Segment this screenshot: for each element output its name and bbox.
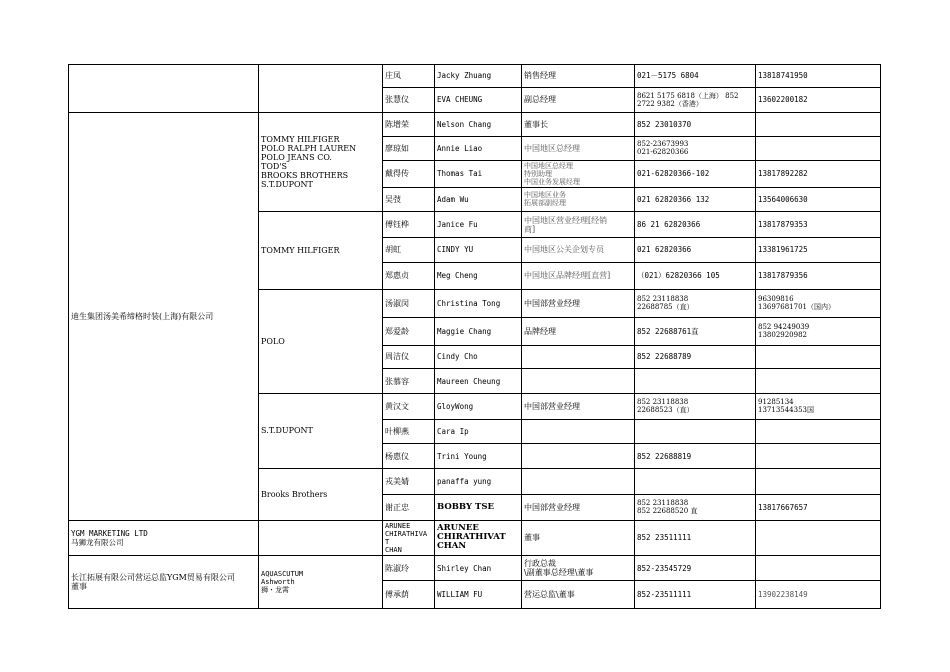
table-cell: 852 23118838 852 22688520 直 xyxy=(635,494,756,520)
table-row xyxy=(69,65,881,88)
table-cell: 董事长 xyxy=(522,113,635,137)
table-cell: 郑惠贞 xyxy=(383,262,435,289)
table-cell: 852 23511111 xyxy=(635,520,756,555)
table-cell: Shirley Chan xyxy=(435,556,522,581)
table-cell: Trini Young xyxy=(435,444,522,469)
table-cell: 庄凤 xyxy=(383,65,435,88)
table-cell xyxy=(522,444,635,469)
table-cell: 852-23511111 xyxy=(635,580,756,608)
table-cell: 行政总裁 \副董事总经理\董事 xyxy=(522,556,635,581)
table-cell: Maureen Cheung xyxy=(435,369,522,394)
table-cell: 13817879356 xyxy=(756,262,881,289)
table-cell: Thomas Tai xyxy=(435,160,522,187)
table-cell: 品牌经理 xyxy=(522,317,635,345)
table-cell: ARUNEE CHIRATHIVAT CHAN xyxy=(435,520,522,555)
table-cell: 周洁仪 xyxy=(383,345,435,369)
table-cell xyxy=(522,469,635,495)
table-cell: GloyWong xyxy=(435,393,522,419)
table-cell: 021 62820366 132 xyxy=(635,187,756,212)
table-cell: Christina Tong xyxy=(435,289,522,317)
table-cell xyxy=(756,556,881,581)
table-cell xyxy=(756,419,881,444)
table-cell xyxy=(756,520,881,555)
table-cell: 长江拓展有限公司营运总监YGM贸易有限公司 董事 xyxy=(69,556,259,609)
table-cell: 杨惠仪 xyxy=(383,444,435,469)
table-cell: Meg Cheng xyxy=(435,262,522,289)
contact-table xyxy=(68,64,881,609)
table-cell xyxy=(635,419,756,444)
table-row xyxy=(69,113,881,137)
table-cell: Cindy Cho xyxy=(435,345,522,369)
table-cell: 谢正忠 xyxy=(383,494,435,520)
table-cell: 汤淑闵 xyxy=(383,289,435,317)
table-cell: BOBBY TSE xyxy=(435,494,522,520)
table-cell: AQUASCUTUM Ashworth 狮・龙霄 xyxy=(259,556,383,609)
table-cell: 13381961725 xyxy=(756,238,881,263)
table-cell: 13817667657 xyxy=(756,494,881,520)
table-cell: 852 23118838 22688523（直） xyxy=(635,393,756,419)
table-cell: 中国部营业经理 xyxy=(522,393,635,419)
table-cell: 852-23545729 xyxy=(635,556,756,581)
table-cell: 中国地区营业经理[经销 商] xyxy=(522,212,635,238)
table-cell: TOMMY HILFIGER POLO RALPH LAUREN POLO JEANS CO. TOD'S BROOKS BROTHERS S.T.DUPONT xyxy=(259,113,383,212)
table-cell xyxy=(756,444,881,469)
table-cell xyxy=(635,469,756,495)
table-cell xyxy=(69,65,259,113)
table-cell xyxy=(635,369,756,394)
table-cell: 销售经理 xyxy=(522,65,635,88)
table-cell: ARUNEE CHIRATHIVA T CHAN xyxy=(383,520,435,555)
table-cell: 中国地区公关企划专员 xyxy=(522,238,635,263)
table-cell: 86 21 62820366 xyxy=(635,212,756,238)
table-cell: Maggie Chang xyxy=(435,317,522,345)
table-cell: 中国部营业经理 xyxy=(522,289,635,317)
table-cell xyxy=(756,345,881,369)
table-cell: 张慧仪 xyxy=(383,87,435,113)
table-cell: 迪生集团汤美希缔格时装(上海)有限公司 xyxy=(69,113,259,520)
contact-table-body xyxy=(69,65,881,609)
table-cell: 96309816 13697681701（国内） xyxy=(756,289,881,317)
table-cell: Adam Wu xyxy=(435,187,522,212)
table-cell: CINDY YU xyxy=(435,238,522,263)
table-cell: WILLIAM FU xyxy=(435,580,522,608)
table-cell xyxy=(522,369,635,394)
table-cell: 戴得传 xyxy=(383,160,435,187)
table-cell xyxy=(756,113,881,137)
table-cell: 傅承荫 xyxy=(383,580,435,608)
table-cell: YGM MARKETING LTD 马狮龙有限公司 xyxy=(69,520,259,555)
table-cell xyxy=(522,419,635,444)
table-cell: Cara Ip xyxy=(435,419,522,444)
table-cell: 13817879353 xyxy=(756,212,881,238)
table-cell xyxy=(756,369,881,394)
table-cell: 张慕容 xyxy=(383,369,435,394)
table-cell: 8621 5175 6818（上海） 852 2722 9382（香港） xyxy=(635,87,756,113)
table-cell: 021-62820366-102 xyxy=(635,160,756,187)
table-cell: 傅钰桦 xyxy=(383,212,435,238)
table-cell: 852 23010370 xyxy=(635,113,756,137)
table-cell: TOMMY HILFIGER xyxy=(259,212,383,289)
table-cell: 吴弢 xyxy=(383,187,435,212)
table-cell xyxy=(522,345,635,369)
table-cell: 叶柳燕 xyxy=(383,419,435,444)
table-cell: Nelson Chang xyxy=(435,113,522,137)
table-cell: 陈淑玲 xyxy=(383,556,435,581)
table-cell: 021－5175 6804 xyxy=(635,65,756,88)
table-cell: 中国部营业经理 xyxy=(522,494,635,520)
table-row xyxy=(69,520,881,555)
table-cell: 胡虹 xyxy=(383,238,435,263)
table-cell: EVA CHEUNG xyxy=(435,87,522,113)
table-cell: panaffa yung xyxy=(435,469,522,495)
table-cell: 13902238149 xyxy=(756,580,881,608)
table-cell xyxy=(259,520,383,555)
table-cell: 13817892282 xyxy=(756,160,881,187)
table-cell: 852 22688789 xyxy=(635,345,756,369)
table-cell xyxy=(259,65,383,113)
table-cell: 852 22688761直 xyxy=(635,317,756,345)
table-cell: Annie Liao xyxy=(435,137,522,161)
table-cell: 副总经理 xyxy=(522,87,635,113)
table-cell: 戎美婧 xyxy=(383,469,435,495)
table-cell: 中国地区业务 拓展部副经理 xyxy=(522,187,635,212)
table-cell: 陈增荣 xyxy=(383,113,435,137)
table-cell: Janice Fu xyxy=(435,212,522,238)
table-cell: 852 22688819 xyxy=(635,444,756,469)
table-cell: 852 23118838 22688785（直） xyxy=(635,289,756,317)
table-cell: Brooks Brothers xyxy=(259,469,383,521)
table-cell xyxy=(756,137,881,161)
table-cell: 郑爱龄 xyxy=(383,317,435,345)
table-cell: 中国地区总经理 特别助理 中国业务发展经理 xyxy=(522,160,635,187)
table-cell: 董事 xyxy=(522,520,635,555)
table-cell: 852 94249039 13802920982 xyxy=(756,317,881,345)
table-cell: 13564006630 xyxy=(756,187,881,212)
table-cell: Jacky Zhuang xyxy=(435,65,522,88)
table-cell: 中国地区总经理 xyxy=(522,137,635,161)
table-cell: 黄汉文 xyxy=(383,393,435,419)
table-cell: S.T.DUPONT xyxy=(259,393,383,468)
table-cell: （021）62820366 105 xyxy=(635,262,756,289)
table-cell: 852-23673993 021-62820366 xyxy=(635,137,756,161)
table-cell: 91285134 13713544353国 xyxy=(756,393,881,419)
table-cell: 中国地区品牌经理[直营] xyxy=(522,262,635,289)
table-cell: 廖琼如 xyxy=(383,137,435,161)
table-row xyxy=(69,556,881,581)
table-cell: 13818741950 xyxy=(756,65,881,88)
table-cell: 13602200182 xyxy=(756,87,881,113)
table-cell: 021 62820366 xyxy=(635,238,756,263)
table-cell: 营运总监\董事 xyxy=(522,580,635,608)
table-cell: POLO xyxy=(259,289,383,393)
table-cell xyxy=(756,469,881,495)
